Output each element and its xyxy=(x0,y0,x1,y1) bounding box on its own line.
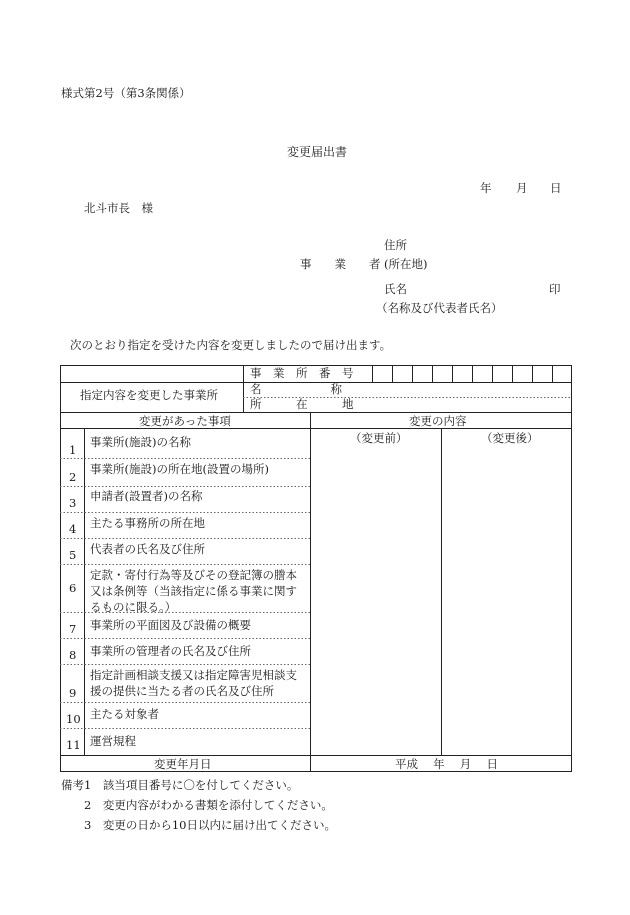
note-1: 備考1 該当項目番号に〇を付してください。 xyxy=(61,778,299,792)
address-paren: (所在地) xyxy=(384,257,428,271)
item-text: 代表者の氏名及び住所 xyxy=(90,542,205,556)
note-3: 3 変更の日から10日以内に届け出てください。 xyxy=(84,818,336,832)
item-text: 定款・寄付行為等及びその登記簿の謄本又は条例等（当該指定に係る事業に関するものに限る。） xyxy=(90,568,297,614)
name-note: （名称及び代表者氏名） xyxy=(376,301,503,315)
office-location-label: 所 在 地 xyxy=(250,397,354,411)
date-month: 月 xyxy=(516,181,528,195)
item-text: 運営規程 xyxy=(90,734,136,748)
item-text: 主たる事務所の所在地 xyxy=(90,516,205,530)
applicant-role-label: 事 業 者 xyxy=(300,257,381,271)
intro-text: 次のとおり指定を受けた内容を変更しましたので届け出ます。 xyxy=(70,338,392,352)
change-table xyxy=(60,365,572,772)
item-text: 事業所の平面図及び設備の概要 xyxy=(90,618,251,632)
item-number: 3 xyxy=(69,496,77,510)
note-2: 2 変更内容がわかる書類を添付してください。 xyxy=(84,798,333,812)
item-text: 申請者(設置者)の名称 xyxy=(90,489,203,503)
col-items-header: 変更があった事項 xyxy=(139,414,231,428)
address-label: 住所 xyxy=(384,238,407,252)
col-content-header: 変更の内容 xyxy=(409,414,467,428)
item-number: 11 xyxy=(66,738,81,752)
item-text: 事業所の管理者の氏名及び住所 xyxy=(90,644,251,658)
change-date-value: 平成 年 月 日 xyxy=(395,757,498,771)
item-number: 4 xyxy=(69,522,77,536)
after-header: （変更後） xyxy=(481,431,539,445)
name-label: 氏名 xyxy=(384,282,407,296)
form-id: 様式第2号（第3条関係） xyxy=(61,86,191,100)
item-number: 7 xyxy=(69,622,77,636)
item-text: 事業所(施設)の所在地(設置の場所) xyxy=(90,462,269,476)
date-day: 日 xyxy=(550,181,562,195)
item-text: 事業所(施設)の名称 xyxy=(90,435,191,449)
page-title: 変更届出書 xyxy=(287,145,348,159)
change-date-label: 変更年月日 xyxy=(154,757,212,771)
item-number: 8 xyxy=(69,648,77,662)
seal-mark: 印 xyxy=(549,282,561,296)
item-text: 主たる対象者 xyxy=(90,707,159,721)
office-number-label: 事 業 所 番 号 xyxy=(250,366,354,380)
item-text: 指定計画相談支援又は指定障害児相談支援の提供に当たる者の氏名及び住所 xyxy=(90,668,297,698)
item-number: 1 xyxy=(69,443,77,457)
item-number: 9 xyxy=(69,686,77,700)
item-number: 6 xyxy=(69,581,77,595)
item-number: 10 xyxy=(66,712,81,726)
office-name-label: 名 称 xyxy=(250,382,342,396)
date-year: 年 xyxy=(480,181,492,195)
before-header: （変更前） xyxy=(350,431,408,445)
item-number: 2 xyxy=(69,470,77,484)
office-label: 指定内容を変更した事業所 xyxy=(80,388,218,402)
addressee: 北斗市長 様 xyxy=(84,201,153,215)
item-number: 5 xyxy=(69,548,77,562)
